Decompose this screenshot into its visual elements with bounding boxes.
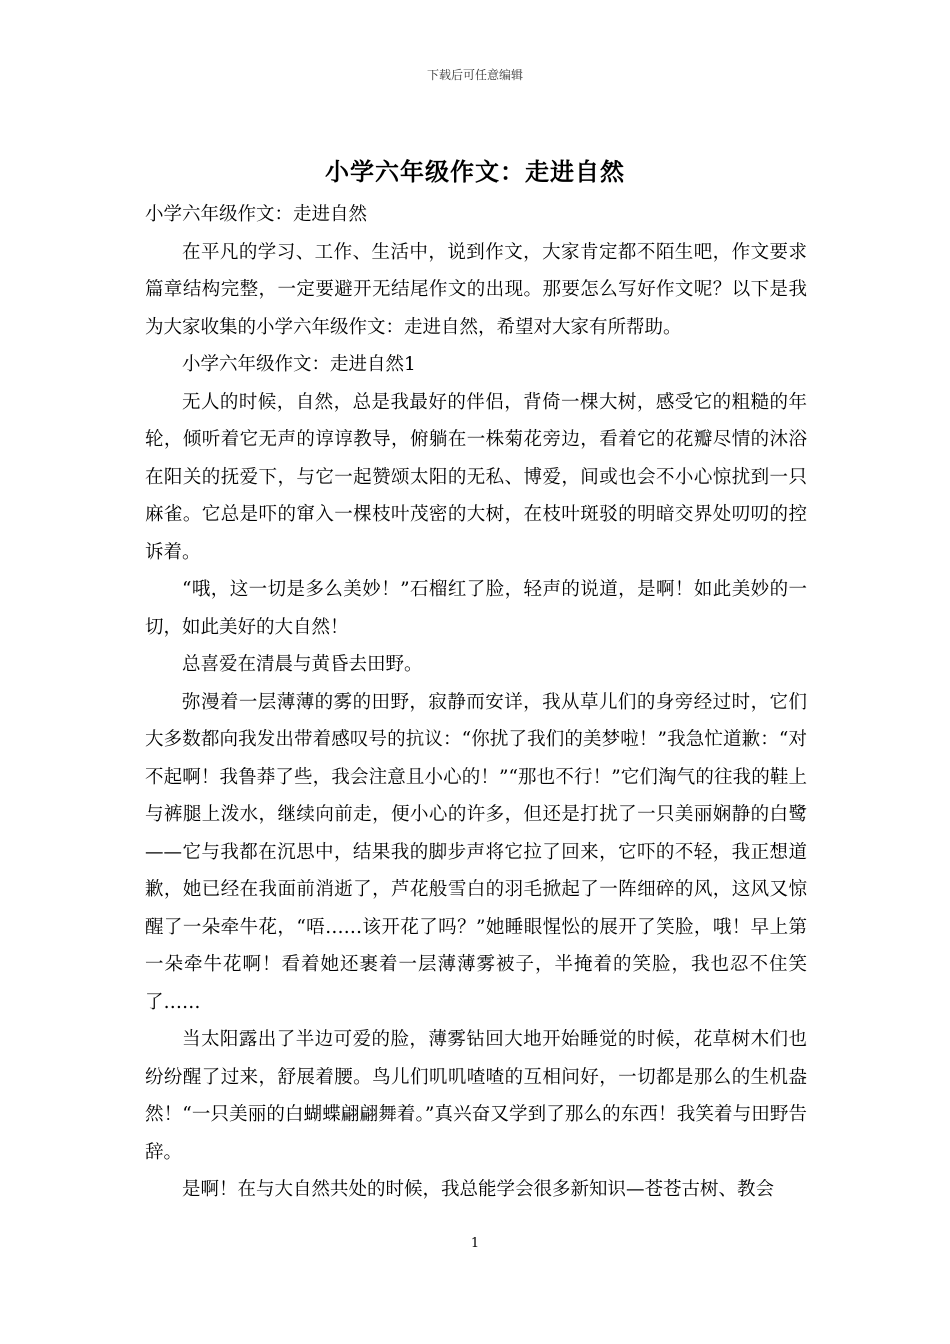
paragraph: 当太阳露出了半边可爱的脸，薄雾钻回大地开始睡觉的时候，花草树木们也纷纷醒了过来，舒展着腰。鸟儿们叽叽喳喳的互相问好，一切都是那么的生机盎然！“一只美丽的白蝴蝶翩翩舞着。”真兴奋又学到了那么的东西！我笑着与田野告辞。	[145, 1029, 807, 1163]
document-body	[145, 196, 807, 1209]
document-title: 小学六年级作文：走进自然	[325, 157, 625, 186]
paragraph-section-heading: 小学六年级作文：走进自然1	[182, 354, 416, 375]
paragraph: 无人的时候，自然，总是我最好的伴侣，背倚一棵大树，感受它的粗糙的年轮，倾听着它无声的谆谆教导，俯躺在一株菊花旁边，看着它的花瓣尽情的沐浴在阳关的抚爱下，与它一起赞颂太阳的无私、博爱，间或也会不小心惊扰到一只麻雀。它总是吓的窜入一棵枝叶茂密的大树，在枝叶斑驳的明暗交界处叨叨的控诉着。	[145, 391, 807, 563]
paragraph: 总喜爱在清晨与黄昏去田野。	[182, 654, 423, 675]
paragraph: 弥漫着一层薄薄的雾的田野，寂静而安详，我从草儿们的身旁经过时，它们大多数都向我发出带着感叹号的抗议：“你扰了我们的美梦啦！”我急忙道歉：“对不起啊！我鲁莽了些，我会注意且小心的！”“那也不行！”它们淘气的往我的鞋上与裤腿上泼水，继续向前走，便小心的许多，但还是打扰了一只美丽娴静的白鹭——它与我都在沉思中，结果我的脚步声将它拉了回来，它吓的不轻，我正想道歉，她已经在我面前消逝了，芦花般雪白的羽毛掀起了一阵细碎的风，这风又惊醒了一朵牵牛花，“唔……该开花了吗？”她睡眼惺忪的展开了笑脸，哦！早上第一朵牵牛花啊！看着她还裹着一层薄薄雾被子，半掩着的笑脸，我也忍不住笑了……	[145, 691, 807, 1013]
page-number: 1	[470, 1236, 480, 1251]
paragraph-subtitle: 小学六年级作文：走进自然	[145, 204, 368, 225]
header-note: 下载后可任意编辑	[426, 68, 523, 82]
paragraph: “哦，这一切是多么美妙！”石榴红了脸，轻声的说道，是啊！如此美妙的一切，如此美好的大自然！	[145, 579, 807, 638]
paragraph-intro: 在平凡的学习、工作、生活中，说到作文，大家肯定都不陌生吧，作文要求篇章结构完整，一定要避开无结尾作文的出现。那要怎么写好作文呢？以下是我为大家收集的小学六年级作文：走进自然，希望对大家有所帮助。	[145, 241, 807, 338]
paragraph: 是啊！在与大自然共处的时候，我总能学会很多新知识—苍苍古树、教会	[182, 1179, 775, 1200]
